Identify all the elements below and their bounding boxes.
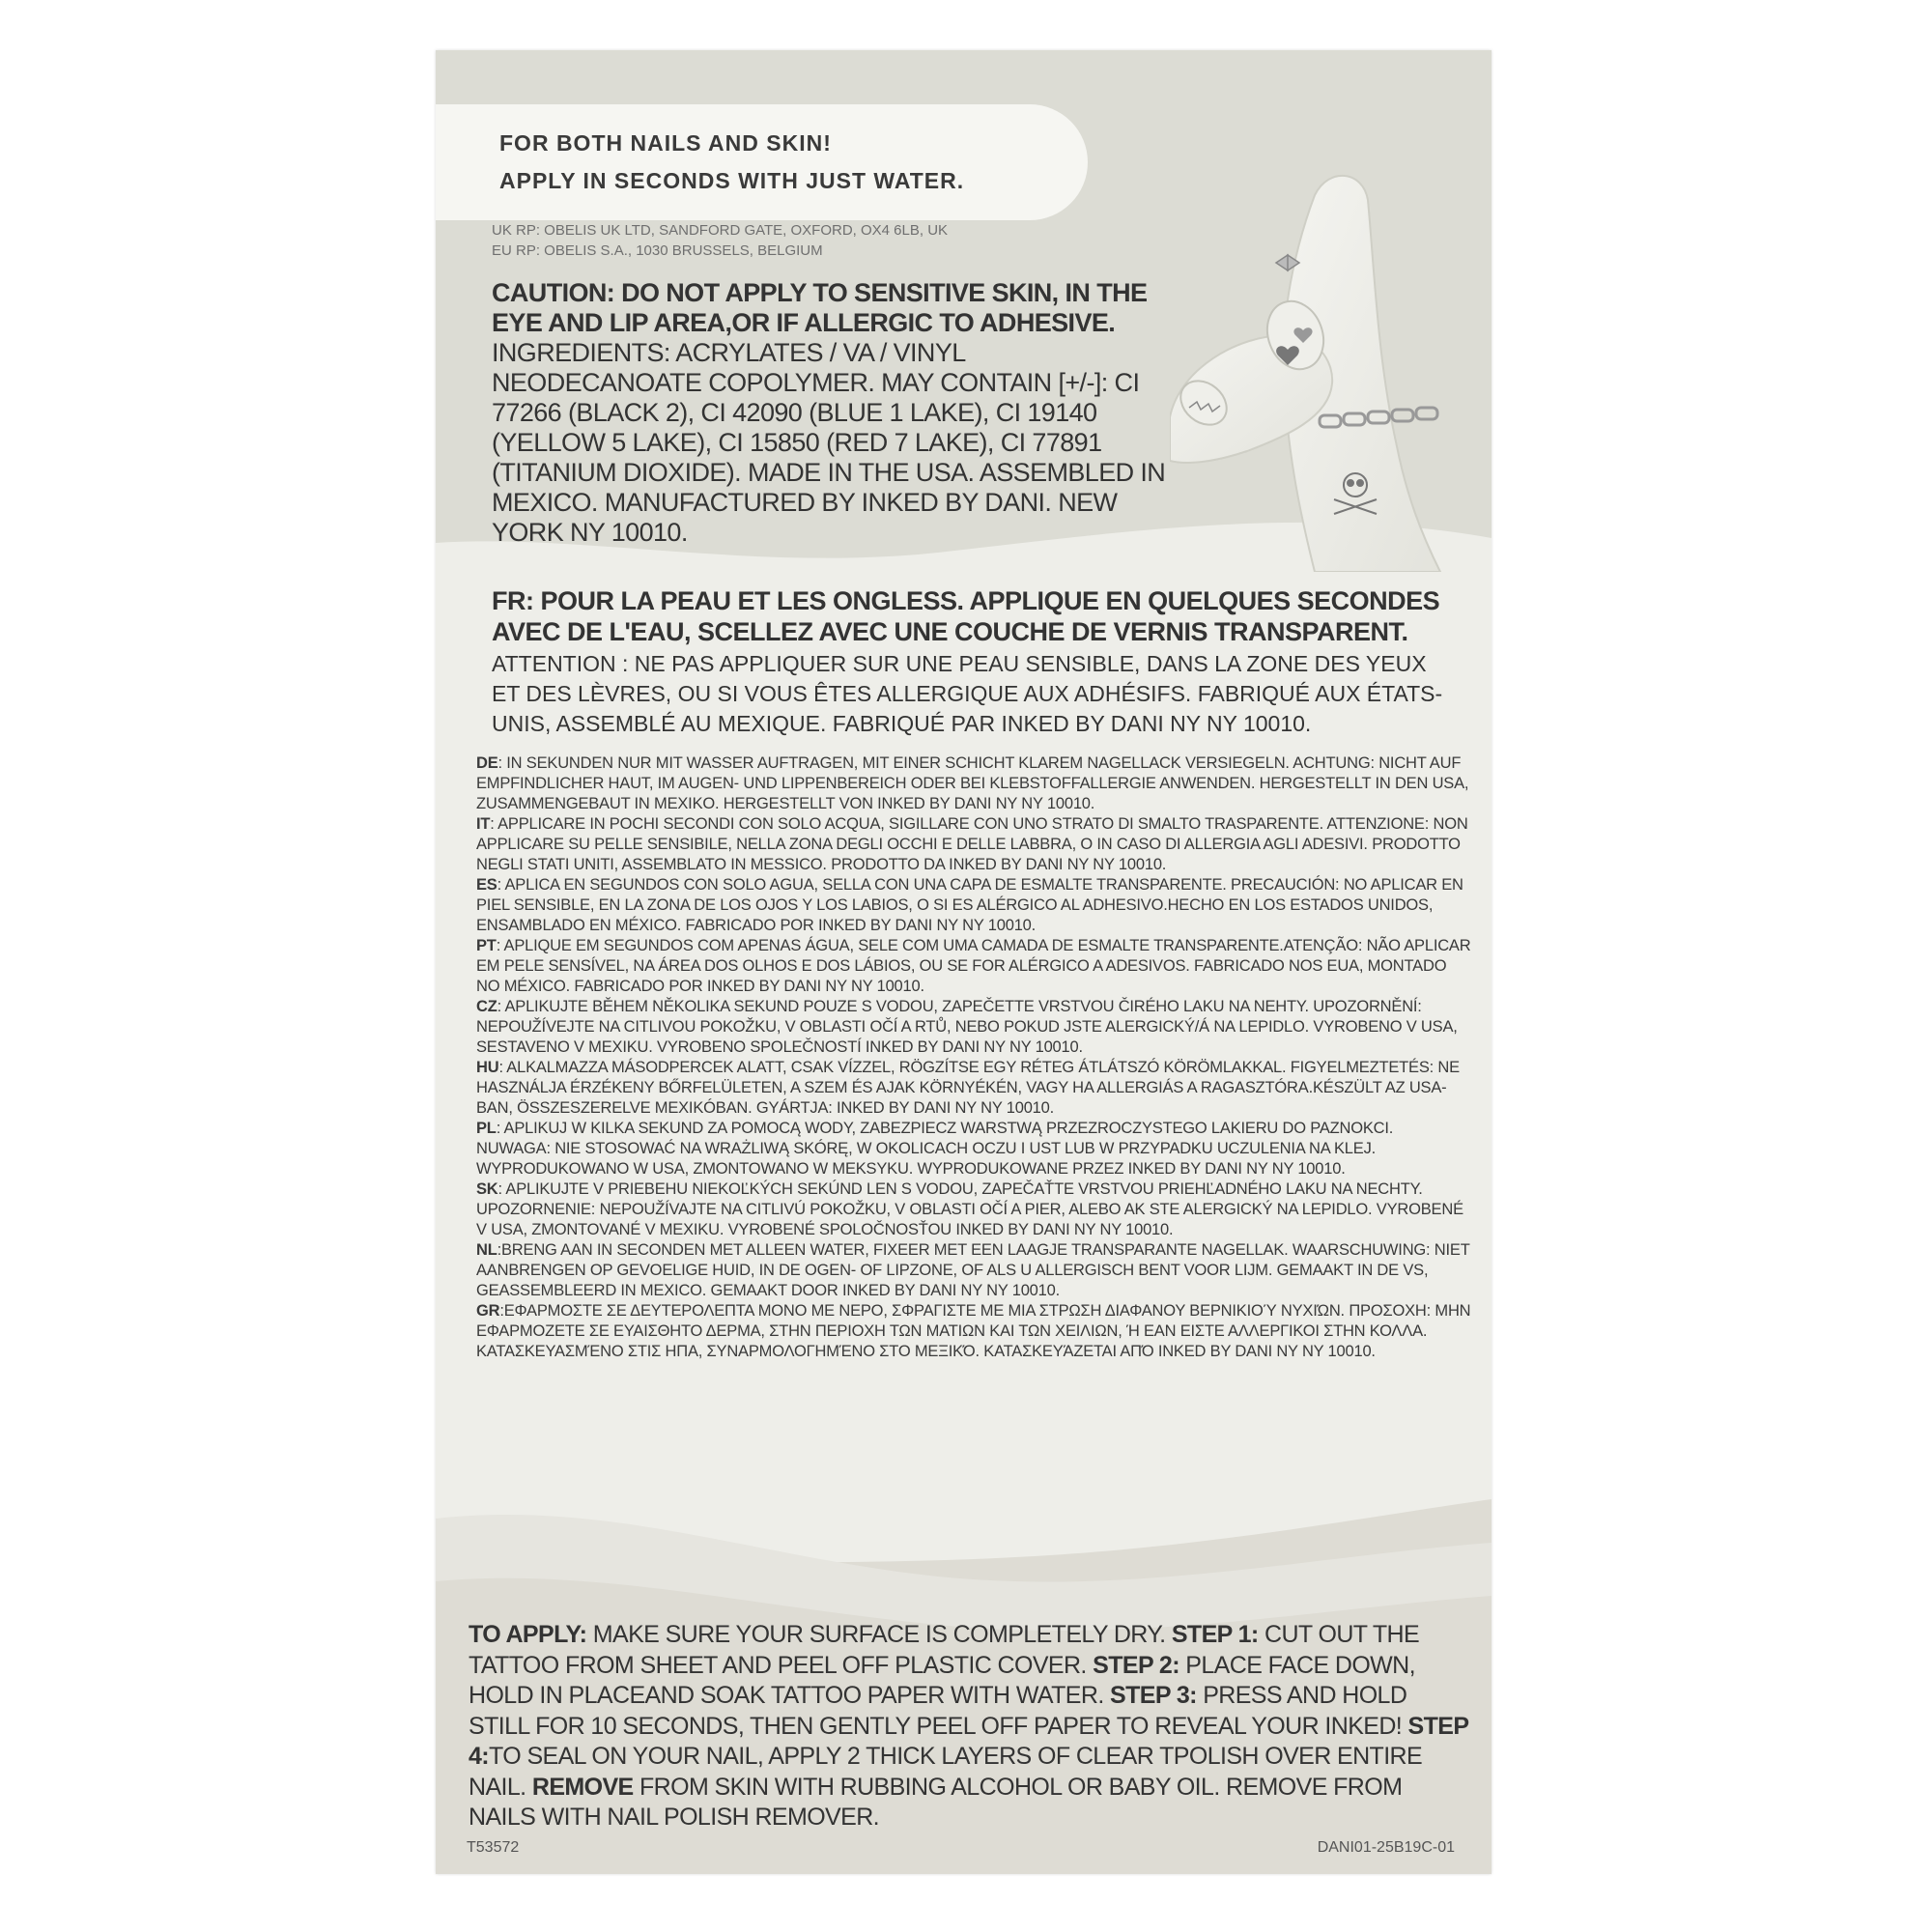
instruction-card <box>436 50 1492 1874</box>
lang-text: : APLICA EN SEGUNDOS CON SOLO AGUA, SELLA CON UNA CAPA DE ESMALTE TRANSPARENTE. PRECAUCIÓN: NO APLICAR EN PIEL SENSIBLE, EN LA ZONA DE LOS OJOS Y LOS LABIOS, O SI ES ALÉRGICO AL ADHESIVO.HECHO EN LOS ESTADOS UNIDOS, ENSAMBLADO EN MÉXICO. FABRICADO POR INKED BY DANI NY NY 10010. <box>476 876 1463 934</box>
lang-pl <box>476 1119 1471 1179</box>
caution-warning: CAUTION: DO NOT APPLY TO SENSITIVE SKIN, IN THE EYE AND LIP AREA,OR IF ALLERGIC TO ADHESIVE. <box>492 278 1148 337</box>
lang-text: : APLIKUJTE V PRIEBEHU NIEKOĽKÝCH SEKÚND LEN S VODOU, ZAPEČAŤTE VRSTVOU PRIEHĽADNÉHO LAKU NA NECHTY. UPOZORNENIE: NEPOUŽÍVAJTE NA CITLIVÚ POKOŽKU, V OBLASTI OČÍ A PIER, ALEBO AK STE ALERGICKÝ NA LEPIDLO. VYROBENÉ V USA, ZMONTOVANÉ V MEXIKU. VYROBENÉ SPOLOČNOSŤOU INKED BY DANI NY NY 10010. <box>476 1180 1463 1238</box>
lang-es <box>476 875 1471 936</box>
lang-code: NL <box>476 1241 497 1259</box>
lang-code: GR <box>476 1302 500 1320</box>
lang-code: CZ <box>476 998 497 1015</box>
lang-cz <box>476 997 1471 1058</box>
remove-label: REMOVE <box>531 1773 634 1801</box>
lang-text: : APPLICARE IN POCHI SECONDI CON SOLO ACQUA, SIGILLARE CON UNO STRATO DI SMALTO TRASPARENTE. ATTENZIONE: NON APPLICARE SU PELLE SENSIBILE, NELLA ZONA DEGLI OCCHI E DELLE LABBRA, O IN CASO DI ALLERGIA AGLI ADESIVI. PRODOTTO NEGLI STATI UNITI, ASSEMBLATO IN MESSICO. PRODOTTO DA INKED BY DANI NY NY 10010. <box>476 815 1468 873</box>
step3-text: PRESS AND HOLD STILL FOR 10 SECONDS, THEN GENTLY PEEL OFF PAPER TO REVEAL YOUR INKED! <box>469 1682 1408 1740</box>
lang-sk <box>476 1179 1471 1240</box>
step4-label: STEP 4: <box>469 1712 1468 1770</box>
lang-text: :BRENG AAN IN SECONDEN MET ALLEEN WATER, FIXEER MET EEN LAAGJE TRANSPARANTE NAGELLAK. WAARSCHUWING: NIET AANBRENGEN OP GEVOELIGE HUID, IN DE OGEN- OF LIPZONE, OF ALS U ALLERGISCH BENT VOOR LIJM. GEMAAKT IN DE VS, GEASSEMBLEERD IN MEXICO. GEMAAKT DOOR INKED BY DANI NY NY 10010. <box>476 1241 1470 1299</box>
to-apply-text: MAKE SURE YOUR SURFACE IS COMPLETELY DRY. <box>586 1621 1172 1648</box>
lang-text: :ΕΦΑΡΜΟΣΤΕ ΣΕ ΔΕΥΤΕΡΟΛΕΠΤΑ ΜΟΝΟ ΜΕ ΝΕΡΟ, ΣΦΡΑΓΙΣΤΕ ΜΕ ΜΙΑ ΣΤΡΩΣΗ ΔΙΑΦΑΝΟΥ ΒΕΡΝΙΚΙΟΎ ΝΥΧΙΏΝ. ΠΡΟΣΟΧΗ: ΜΗΝ ΕΦΑΡΜΟΖΕΤΕ ΣΕ ΕΥΑΙΣΘΗΤΟ ΔΕΡΜΑ, ΣΤΗΝ ΠΕΡΙΟΧΗ ΤΩΝ ΜΑΤΙΩΝ ΚΑΙ ΤΩΝ ΧΕΙΛΙΩΝ, Ή ΕΑΝ ΕΙΣΤΕ ΑΛΛΕΡΓΙΚΟΙ ΣΤΗΝ ΚΟΛΛΑ. ΚΑΤΑΣΚΕΥΑΣΜΈΝΟ ΣΤΙΣ ΗΠΑ, ΣΥΝΑΡΜΟΛΟΓΗΜΈΝΟ ΣΤΟ ΜΕΞΙΚΌ. ΚΑΤΑΣΚΕΥΆΖΕΤΑΙ ΑΠΌ INKED BY DANI NY NY 10010. <box>476 1302 1471 1360</box>
uk-rp: UK RP: OBELIS UK LTD, SANDFORD GATE, OXFORD, OX4 6LB, UK <box>492 222 949 239</box>
lang-code: ES <box>476 876 497 894</box>
language-warnings <box>476 753 1471 1362</box>
lang-code: DE <box>476 754 498 772</box>
lang-code: SK <box>476 1180 498 1198</box>
lang-text: : IN SEKUNDEN NUR MIT WASSER AUFTRAGEN, MIT EINER SCHICHT KLAREM NAGELLACK VERSIEGELN. ACHTUNG: NICHT AUF EMPFINDLICHER HAUT, IM AUGEN- UND LIPPENBEREICH ODER BEI KLEBSTOFFALLERGIE ANWENDEN. HERGESTELLT IN DEN USA, ZUSAMMENGEBAUT IN MEXIKO. HERGESTELLT VON INKED BY DANI NY NY 10010. <box>476 754 1469 812</box>
headline-pill <box>436 104 1088 220</box>
headline-line-2: APPLY IN SECONDS WITH JUST WATER. <box>499 168 965 193</box>
headline-line-1: FOR BOTH NAILS AND SKIN! <box>499 130 832 156</box>
lang-text: : APLIQUE EM SEGUNDOS COM APENAS ÁGUA, SELE COM UMA CAMADA DE ESMALTE TRANSPARENTE.ATENÇÃO: NÃO APLICAR EM PELE SENSÍVEL, NA ÁREA DOS OLHOS E DOS LÁBIOS, OU SE FOR ALÉRGICO A ADESIVOS. FABRICADO NOS EUA, MONTADO NO MÉXICO. FABRICADO POR INKED BY DANI NY NY 10010. <box>476 937 1471 995</box>
step4-text: TO SEAL ON YOUR NAIL, APPLY 2 THICK LAYERS OF CLEAR TPOLISH OVER ENTIRE NAIL. <box>469 1743 1423 1801</box>
french-warning: ATTENTION : NE PAS APPLIQUER SUR UNE PEAU SENSIBLE, DANS LA ZONE DES YEUX ET DES LÈVRES, OU SI VOUS ÊTES ALLERGIQUE AUX ADHÉSIFS. FABRIQUÉ AUX ÉTATS-UNIS, ASSEMBLÉ AU MEXIQUE. FABRIQUÉ PAR INKED BY DANI NY NY 10010. <box>492 651 1443 736</box>
lang-de <box>476 753 1471 814</box>
ingredients: INGREDIENTS: ACRYLATES / VA / VINYL NEODECANOATE COPOLYMER. MAY CONTAIN [+/-]: CI 77266 (BLACK 2), CI 42090 (BLUE 1 LAKE), CI 19140 (YELLOW 5 LAKE), CI 15850 (RED 7 LAKE), CI 77891 (TITANIUM DIOXIDE). MADE IN THE USA. ASSEMBLED IN MEXICO. MANUFACTURED BY INKED BY DANI. NEW YORK NY 10010. <box>492 338 1166 547</box>
responsible-persons <box>492 220 948 261</box>
application-instructions <box>469 1620 1473 1833</box>
step3-label: STEP 3: <box>1110 1682 1197 1709</box>
remove-text: FROM SKIN WITH RUBBING ALCOHOL OR BABY OIL. REMOVE FROM NAILS WITH NAIL POLISH REMOVER. <box>469 1773 1403 1831</box>
lang-it <box>476 814 1471 875</box>
lang-text: : ALKALMAZZA MÁSODPERCEK ALATT, CSAK VÍZZEL, RÖGZÍTSE EGY RÉTEG ÁTLÁTSZÓ KÖRÖMLAKKAL. FIGYELMEZTETÉS: NE HASZNÁLJA ÉRZÉKENY BŐRFELÜLETEN, A SZEM ÉS AJAK KÖRNYÉKÉN, VAGY HA ALLERGIÁS A RAGASZTÓRA.KÉSZÜLT AZ USA-BAN, ÖSSZESZERELVE MEXIKÓBAN. GYÁRTJA: INKED BY DANI NY NY 10010. <box>476 1059 1460 1117</box>
lang-text: : APLIKUJ W KILKA SEKUND ZA POMOCĄ WODY, ZABEZPIECZ WARSTWĄ PRZEZROCZYSTEGO LAKIERU DO PAZNOKCI. NUWAGA: NIE STOSOWAĆ NA WRAŻLIWĄ SKÓRĘ, W OKOLICACH OCZU I UST LUB W PRZYPADKU UCZULENIA NA KLEJ. WYPRODUKOWANO W USA, ZMONTOWANO W MEKSYKU. WYPRODUKOWANE PRZEZ INKED BY DANI NY NY 10010. <box>476 1120 1394 1178</box>
to-apply-label: TO APPLY: <box>469 1621 587 1648</box>
lang-gr <box>476 1301 1471 1362</box>
lang-text: : APLIKUJTE BĚHEM NĚKOLIKA SEKUND POUZE S VODOU, ZAPEČETTE VRSTVOU ČIRÉHO LAKU NA NEHTY. UPOZORNĚNÍ: NEPOUŽÍVEJTE NA CITLIVOU POKOŽKU, V OBLASTI OČÍ A RTŮ, NEBO POKUD JSTE ALERGICKÝ/Á NA LEPIDLO. VYROBENO V USA, SESTAVENO V MEXIKU. VYROBENO SPOLEČNOSTÍ INKED BY DANI NY NY 10010. <box>476 998 1458 1056</box>
step2-text: PLACE FACE DOWN, HOLD IN PLACEAND SOAK TATTOO PAPER WITH WATER. <box>469 1651 1415 1709</box>
lang-code: HU <box>476 1059 499 1076</box>
eu-rp: EU RP: OBELIS S.A., 1030 BRUSSELS, BELGIUM <box>492 242 823 259</box>
step2-label: STEP 2: <box>1093 1651 1179 1679</box>
lang-pt <box>476 936 1471 997</box>
step1-label: STEP 1: <box>1171 1621 1259 1648</box>
lang-hu <box>476 1058 1471 1119</box>
french-headline: FR: POUR LA PEAU ET LES ONGLESS. APPLIQUE EN QUELQUES SECONDES AVEC DE L'EAU, SCELLEZ AVEC UNE COUCHE DE VERNIS TRANSPARENT. <box>492 586 1440 646</box>
lang-code: PT <box>476 937 497 954</box>
lang-code: PL <box>476 1120 497 1137</box>
lang-nl <box>476 1240 1471 1301</box>
caution-block <box>492 278 1168 548</box>
product-code-left: T53572 <box>467 1839 520 1856</box>
lang-code: IT <box>476 815 491 833</box>
hand-illustration <box>1170 128 1489 572</box>
product-code-right: DANI01-25B19C-01 <box>1317 1839 1455 1856</box>
step1-text: CUT OUT THE TATTOO FROM SHEET AND PEEL OFF PLASTIC COVER. <box>469 1621 1420 1679</box>
